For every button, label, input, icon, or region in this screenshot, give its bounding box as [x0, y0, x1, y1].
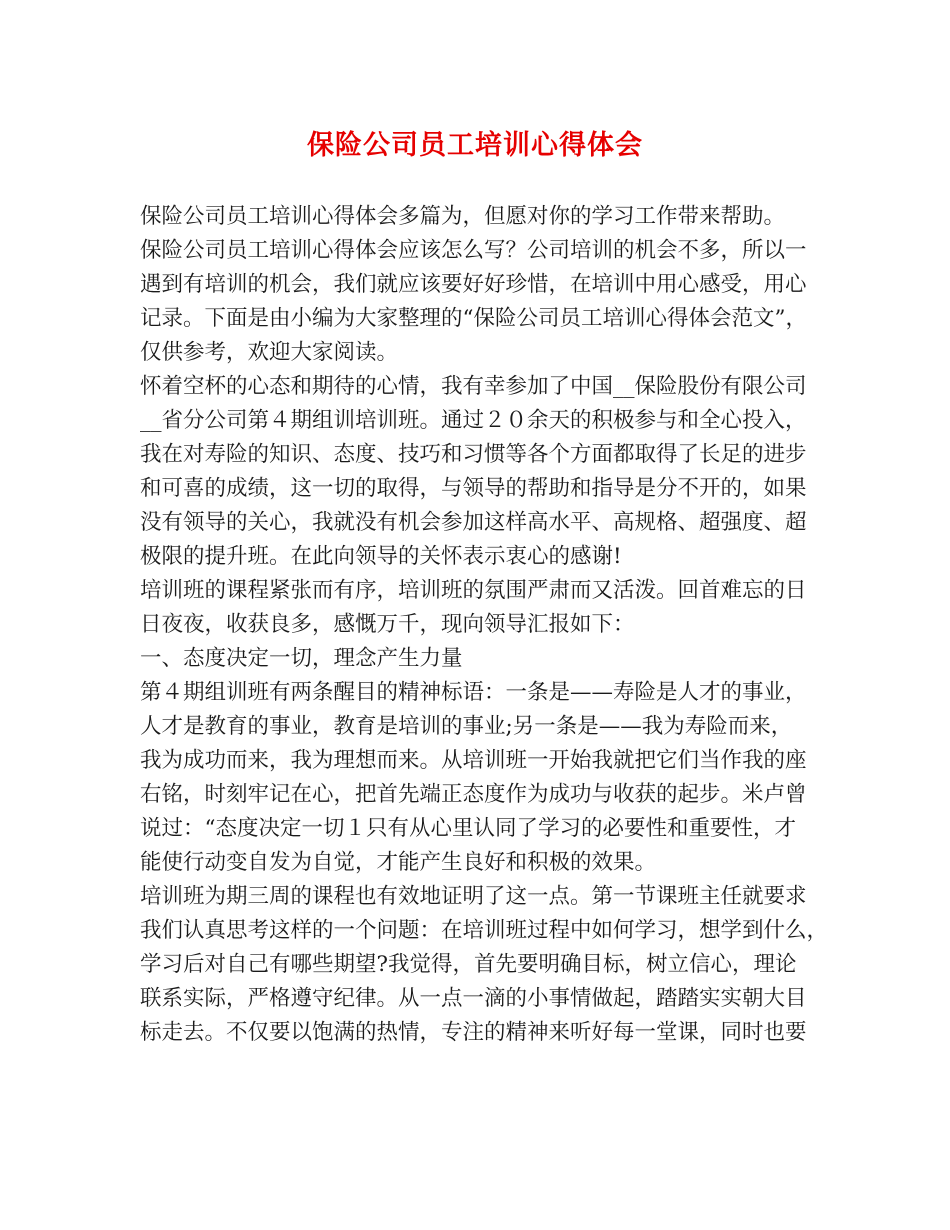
body-line: 培训班的课程紧张而有序，培训班的氛围严肃而又活泼。回首难忘的日 [140, 578, 807, 603]
body-line: 能使行动变自发为自觉，才能产生良好和积极的效果。 [140, 850, 657, 875]
body-line: 我们认真思考这样的一个问题：在培训班过程中如何学习，想学到什么， [140, 918, 829, 943]
body-line: __省分公司第４期组训培训班。通过２０余天的积极参与和全心投入， [140, 408, 807, 433]
body-line: 培训班为期三周的课程也有效地证明了这一点。第一节课班主任就要求 [140, 884, 807, 909]
body-line: 标走去。不仅要以饱满的热情，专注的精神来听好每一堂课，同时也要 [140, 1020, 807, 1045]
body-line: 联系实际，严格遵守纪律。从一点一滴的小事情做起，踏踏实实朝大目 [140, 986, 807, 1011]
body-line: 第４期组训班有两条醒目的精神标语：一条是——寿险是人才的事业， [140, 680, 807, 705]
body-line: 怀着空杯的心态和期待的心情，我有幸参加了中国__保险股份有限公司 [140, 374, 807, 399]
body-line: 没有领导的关心，我就没有机会参加这样高水平、高规格、超强度、超 [140, 510, 807, 535]
body-line: 保险公司员工培训心得体会多篇为，但愿对你的学习工作带来帮助。 [140, 204, 786, 229]
body-line: 我为成功而来，我为理想而来。从培训班一开始我就把它们当作我的座 [140, 748, 807, 773]
document-title: 保险公司员工培训心得体会 [307, 130, 643, 161]
body-line: 和可喜的成绩，这一切的取得，与领导的帮助和指导是分不开的，如果 [140, 476, 807, 501]
body-line: 极限的提升班。在此向领导的关怀表示衷心的感谢! [140, 544, 622, 569]
body-line: 保险公司员工培训心得体会应该怎么写？公司培训的机会不多，所以一 [140, 238, 807, 263]
body-line: 我在对寿险的知识、态度、技巧和习惯等各个方面都取得了长足的进步 [140, 442, 807, 467]
body-line: 右铭，时刻牢记在心，把首先端正态度作为成功与收获的起步。米卢曾 [140, 782, 807, 807]
body-line: 仅供参考，欢迎大家阅读。 [140, 340, 399, 365]
body-line: 日夜夜，收获良多，感慨万千，现向领导汇报如下： [140, 612, 635, 637]
body-line: 记录。下面是由小编为大家整理的“保险公司员工培训心得体会范文”， [140, 306, 807, 331]
body-line: 遇到有培训的机会，我们就应该要好好珍惜，在培训中用心感受，用心 [140, 272, 807, 297]
document-body [140, 200, 829, 1050]
body-line: 学习后对自己有哪些期望?我觉得，首先要明确目标，树立信心，理论 [140, 952, 797, 977]
body-line: 说过：“态度决定一切１只有从心里认同了学习的必要性和重要性，才 [140, 816, 796, 841]
section-heading: 一、态度决定一切，理念产生力量 [140, 646, 463, 671]
body-line: 人才是教育的事业，教育是培训的事业;另一条是——我为寿险而来， [140, 714, 793, 739]
